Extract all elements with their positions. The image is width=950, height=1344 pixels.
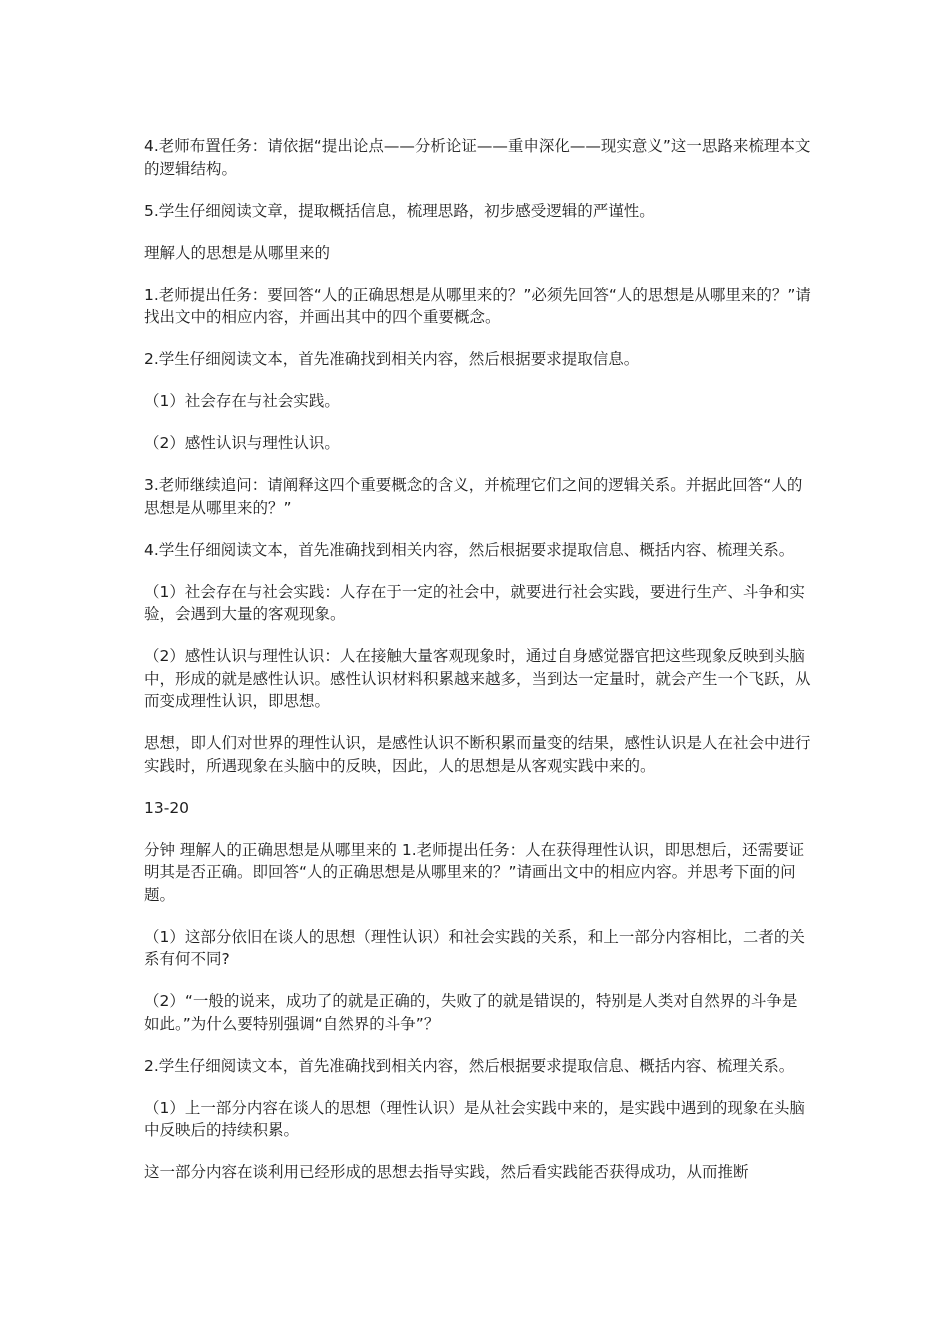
answer-1: （1）上一部分内容在谈人的思想（理性认识）是从社会实践中来的，是实践中遇到的现象在头脑中反映后的持续积累。 bbox=[144, 1098, 805, 1139]
list-item-1: （1）社会存在与社会实践。 bbox=[144, 392, 340, 410]
paragraph-student-2: 2.学生仔细阅读文本，首先准确找到相关内容，然后根据要求提取信息。 bbox=[144, 350, 640, 368]
paragraph-task-1: 1.老师提出任务：要回答“人的正确思想是从哪里来的？”必须先回答“人的思想是从哪里来的？”请找出文中的相应内容，并画出其中的四个重要概念。 bbox=[144, 285, 811, 326]
paragraph-section-2-task-1: 分钟 理解人的正确思想是从哪里来的 1.老师提出任务：人在获得理性认识，即思想后，还需要证明其是否正确。即回答“人的正确思想是从哪里来的？”请画出文中的相应内容。并思考下面的问题。 bbox=[144, 840, 805, 904]
time-range: 13-20 bbox=[144, 798, 190, 817]
list-item-2-detail: （2）感性认识与理性认识：人在接触大量客观现象时，通过自身感觉器官把这些现象反映到头脑中，形成的就是感性认识。感性认识材料积累越来越多，当到达一定量时，就会产生一个飞跃，从而变成理性认识，即思想。 bbox=[144, 647, 811, 710]
list-item-2: （2）感性认识与理性认识。 bbox=[144, 434, 340, 452]
paragraph-task-3: 3.老师继续追问：请阐释这四个重要概念的含义，并梳理它们之间的逻辑关系。并据此回答“人的思想是从哪里来的？” bbox=[144, 476, 803, 517]
paragraph-student-5: 5.学生仔细阅读文章，提取概括信息，梳理思路，初步感受逻辑的严谨性。 bbox=[144, 201, 655, 220]
paragraph-continuation: 这一部分内容在谈利用已经形成的思想去指导实践，然后看实践能否获得成功，从而推断 bbox=[144, 1163, 749, 1181]
question-2: （2）“一般的说来，成功了的就是正确的，失败了的就是错误的，特别是人类对自然界的斗争是如此。”为什么要特别强调“自然界的斗争”？ bbox=[144, 992, 798, 1033]
section-heading: 理解人的思想是从哪里来的 bbox=[144, 243, 331, 262]
paragraph-section-2-student-2: 2.学生仔细阅读文本，首先准确找到相关内容，然后根据要求提取信息、概括内容、梳理关系。 bbox=[144, 1056, 795, 1075]
document-body bbox=[144, 135, 812, 1203]
paragraph-student-4: 4.学生仔细阅读文本，首先准确找到相关内容，然后根据要求提取信息、概括内容、梳理关系。 bbox=[144, 540, 795, 559]
question-1: （1）这部分依旧在谈人的思想（理性认识）和社会实践的关系，和上一部分内容相比，二者的关系有何不同? bbox=[144, 927, 805, 968]
paragraph-conclusion: 思想，即人们对世界的理性认识，是感性认识不断积累而量变的结果，感性认识是人在社会中进行实践时，所遇现象在头脑中的反映，因此，人的思想是从客观实践中来的。 bbox=[144, 734, 811, 775]
paragraph-task-4: 4.老师布置任务：请依据“提出论点——分析论证——重申深化——现实意义”这一思路来梳理本文的逻辑结构。 bbox=[144, 137, 811, 178]
list-item-1-detail: （1）社会存在与社会实践：人存在于一定的社会中，就要进行社会实践，要进行生产、斗争和实验，会遇到大量的客观现象。 bbox=[144, 582, 805, 623]
